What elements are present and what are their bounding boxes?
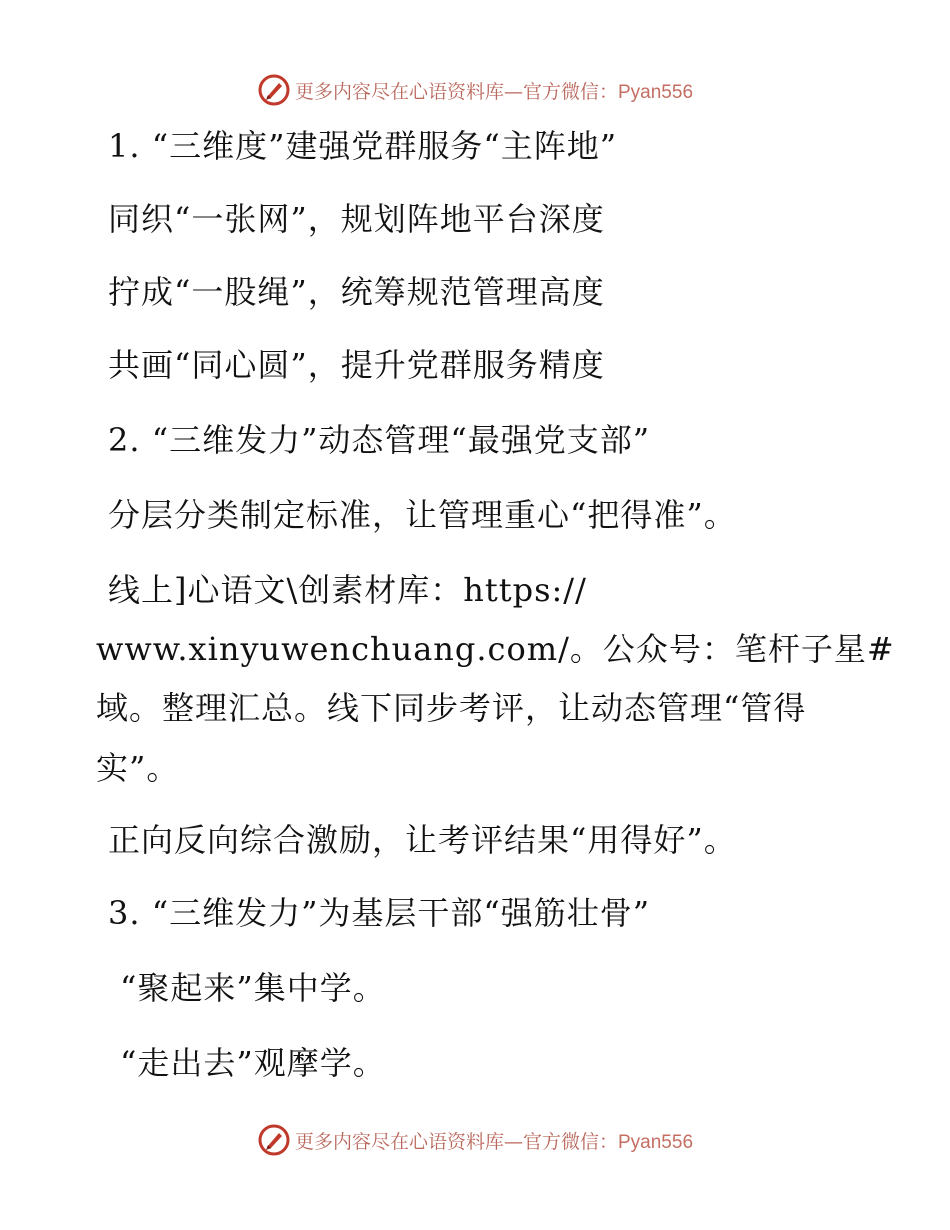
banner-text: 更多内容尽在心语资料库—官方微信：Pyan556 bbox=[294, 80, 694, 103]
pen-logo-icon bbox=[257, 73, 291, 107]
paragraph-line: 域。整理汇总。线下同步考评，让动态管理“管得 bbox=[96, 689, 807, 727]
paragraph-line: 分层分类制定标准，让管理重心“把得准”。 bbox=[108, 496, 737, 534]
heading-3: 3. “三维发力”为基层干部“强筋壮骨” bbox=[108, 894, 651, 932]
paragraph-line: 实”。 bbox=[96, 749, 180, 787]
paragraph-line: “聚起来”集中学。 bbox=[120, 969, 386, 1007]
paragraph-line: 拧成“一股绳”，统筹规范管理高度 bbox=[108, 273, 605, 311]
paragraph-line: “走出去”观摩学。 bbox=[120, 1044, 386, 1082]
paragraph-line: 线上]心语文\创素材库：https:// bbox=[108, 571, 587, 609]
header-banner bbox=[0, 68, 950, 112]
banner-text: 更多内容尽在心语资料库—官方微信：Pyan556 bbox=[294, 1130, 694, 1153]
paragraph-line: www.xinyuwenchuang.com/。公众号：笔杆子星# bbox=[96, 630, 895, 668]
heading-1: 1. “三维度”建强党群服务“主阵地” bbox=[108, 127, 618, 165]
paragraph-line: 共画“同心圆”，提升党群服务精度 bbox=[108, 346, 605, 384]
heading-2: 2. “三维发力”动态管理“最强党支部” bbox=[108, 421, 651, 459]
paragraph-line: 同织“一张网”，规划阵地平台深度 bbox=[108, 200, 605, 238]
pen-logo-icon bbox=[257, 1123, 291, 1157]
paragraph-line: 正向反向综合激励，让考评结果“用得好”。 bbox=[108, 821, 737, 859]
footer-banner bbox=[0, 1118, 950, 1162]
